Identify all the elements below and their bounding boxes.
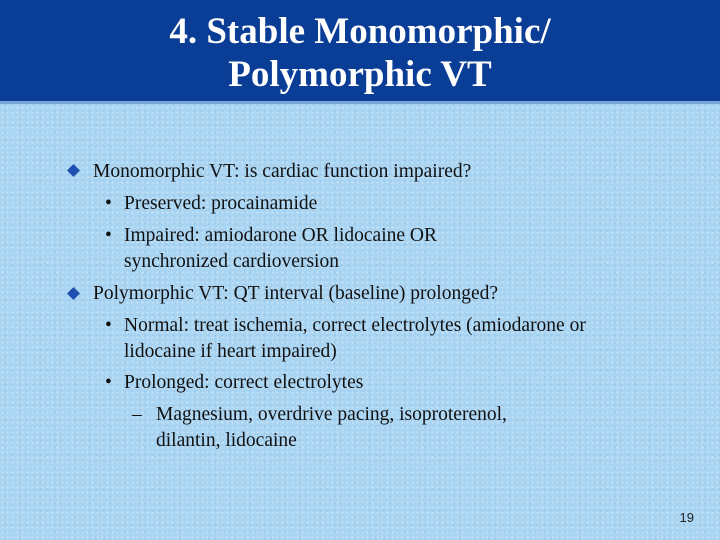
bullet-1-text: Monomorphic VT: is cardiac function impaired?	[93, 161, 472, 182]
bullet-2-text: Polymorphic VT: QT interval (baseline) prolonged?	[93, 283, 499, 304]
diamond-bullet-icon	[67, 287, 80, 300]
bullet-2-sub-2-sub-1-line-1: Magnesium, overdrive pacing, isoproterenol,	[156, 404, 507, 425]
sub-bullet-glyph: •	[105, 193, 112, 214]
bullet-2-sub-1-line-2: lidocaine if heart impaired)	[124, 341, 337, 362]
page-number: 19	[679, 510, 694, 525]
title-line-2: Polymorphic VT	[228, 54, 492, 95]
bullet-1-sub-1-line-1: Preserved: procainamide	[124, 193, 318, 214]
sub-bullet-glyph: •	[105, 225, 112, 246]
title-line-1: 4. Stable Monomorphic/	[169, 11, 551, 52]
bullet-2-sub-2-line-1: Prolonged: correct electrolytes	[124, 372, 364, 393]
bullet-1-sub-2-line-1: Impaired: amiodarone OR lidocaine OR	[124, 225, 437, 246]
bullet-1-sub-2-line-2: synchronized cardioversion	[124, 251, 339, 272]
diamond-bullet-icon	[67, 164, 80, 177]
bullet-2-sub-1-line-1: Normal: treat ischemia, correct electrolytes (amiodarone or	[124, 315, 586, 336]
sub-bullet-glyph: •	[105, 372, 112, 393]
sub-bullet-glyph: •	[105, 315, 112, 336]
bullet-2-sub-2-sub-1-line-2: dilantin, lidocaine	[156, 430, 297, 451]
dash-glyph: –	[132, 404, 142, 425]
